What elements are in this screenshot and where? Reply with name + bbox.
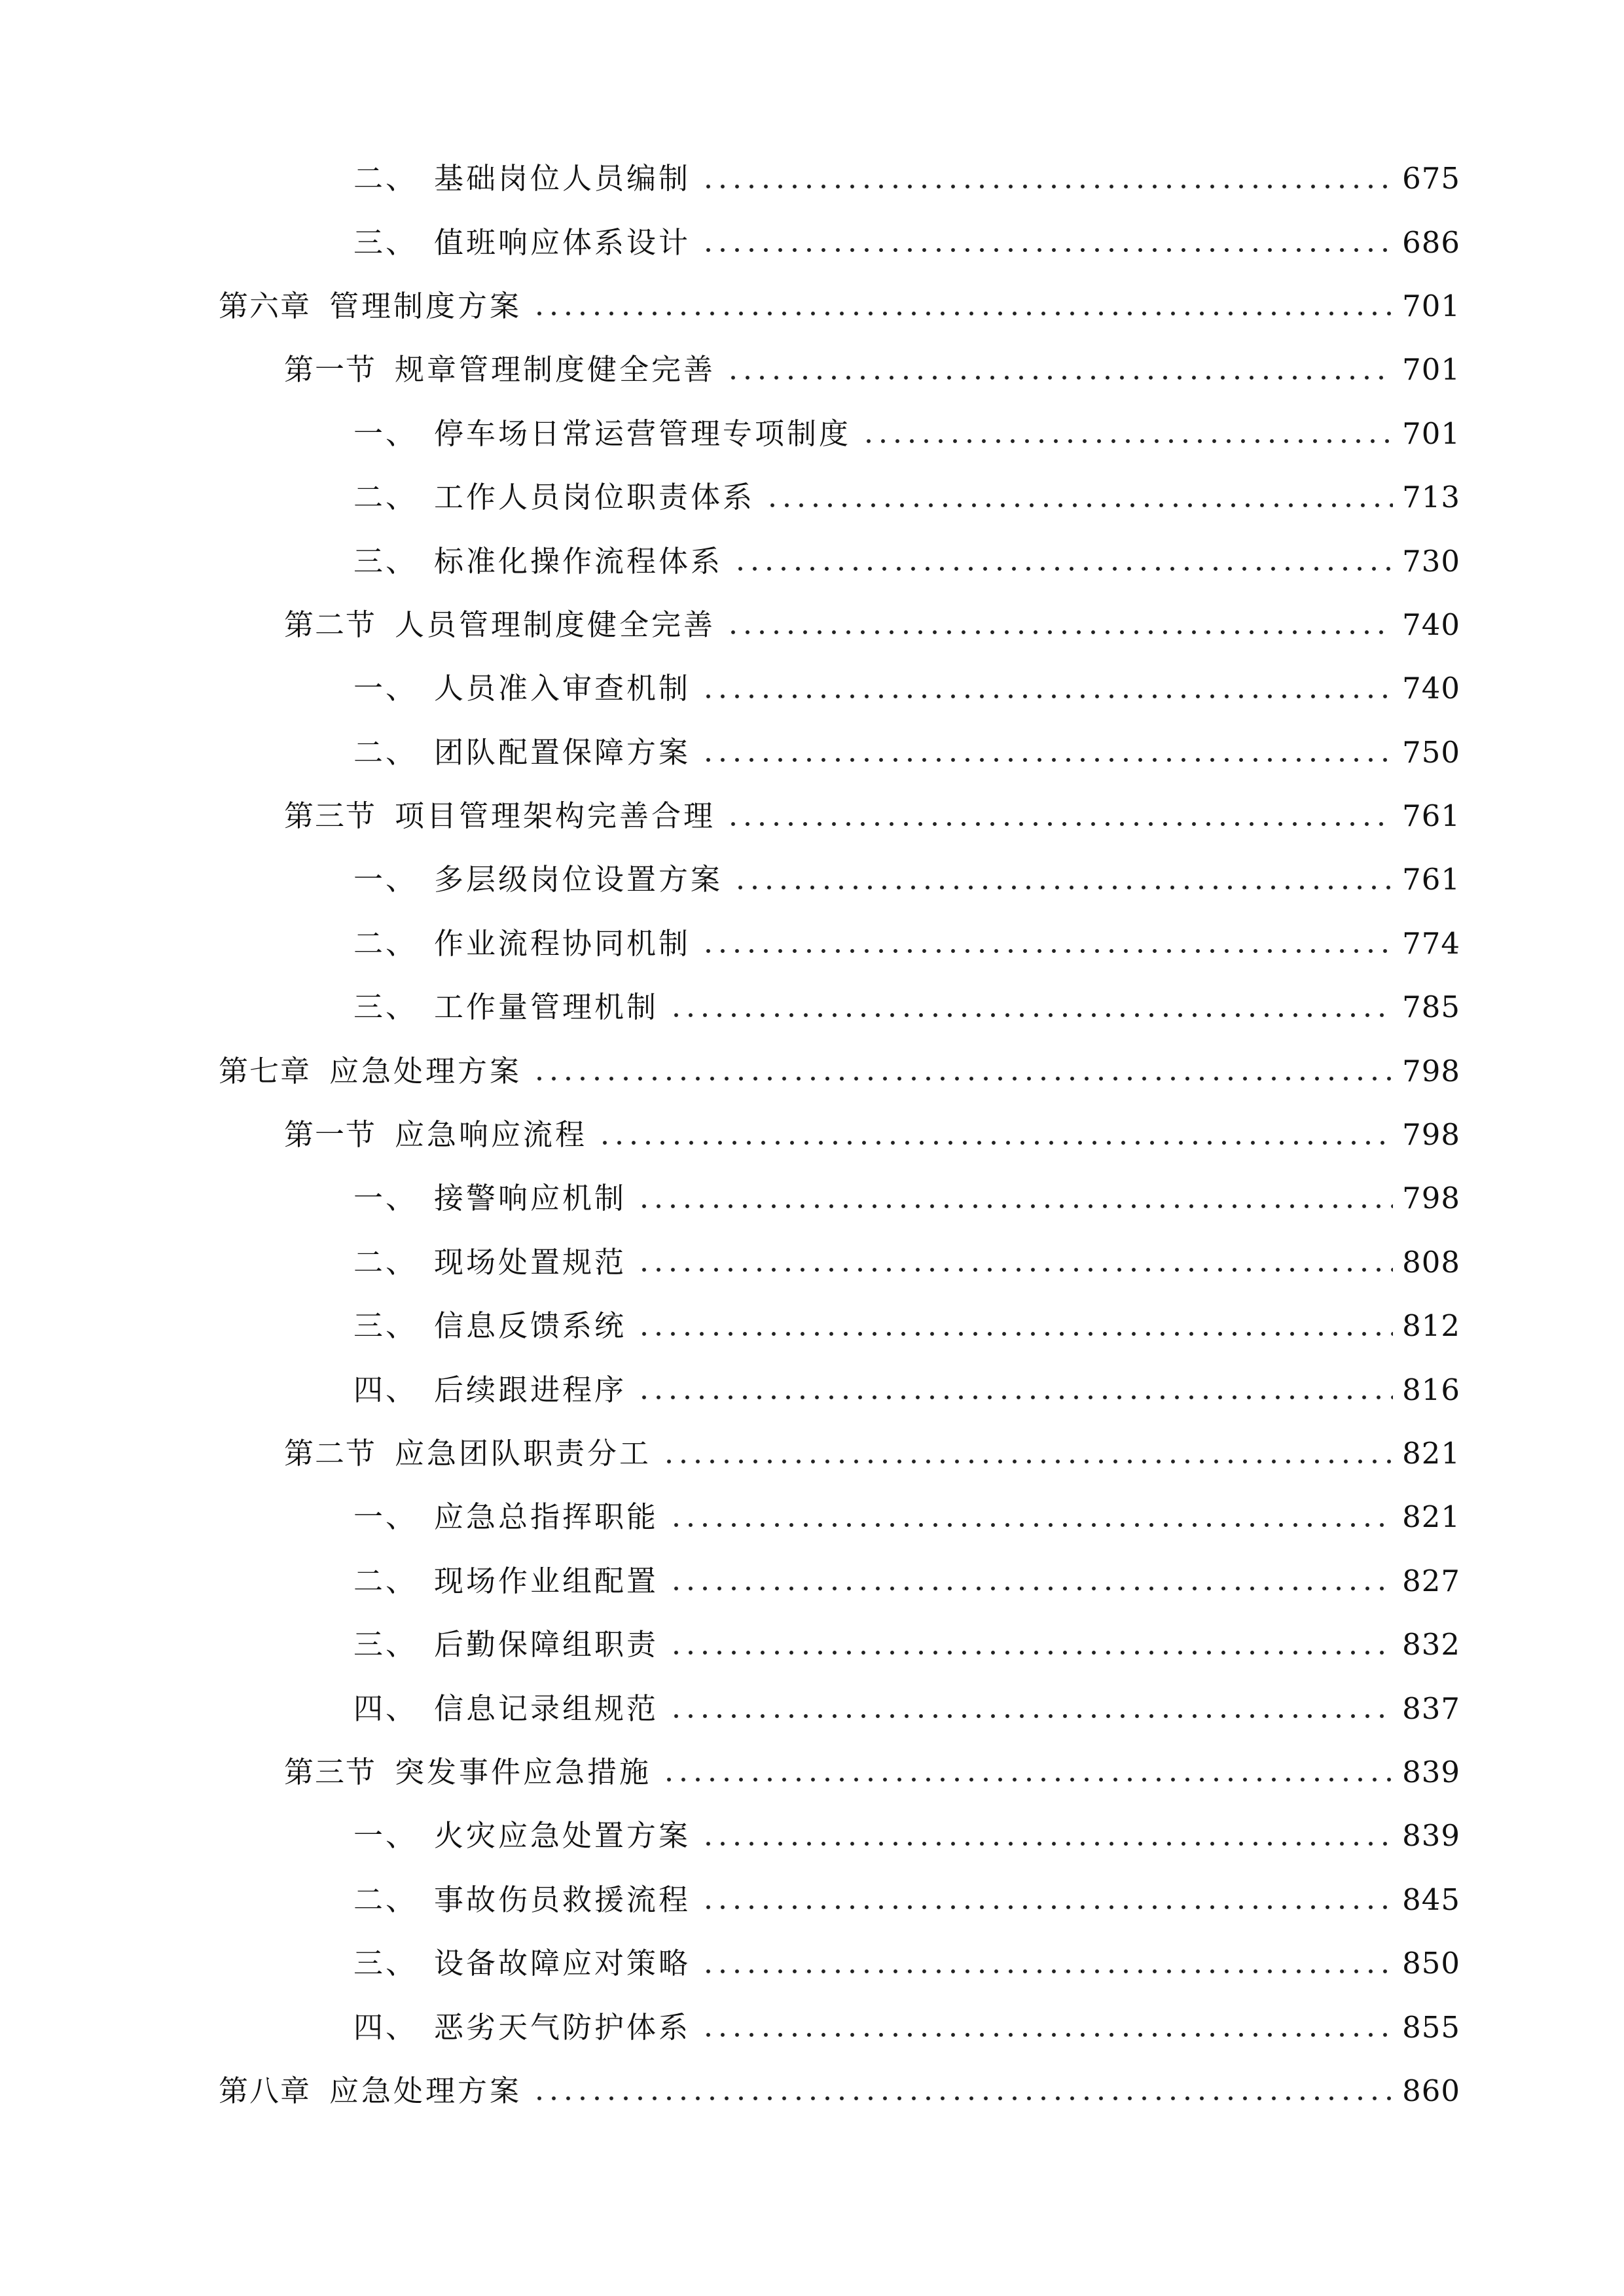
toc-item[interactable] [0, 1995, 1624, 2058]
toc-chapter-page-number: 860 [1402, 2073, 1460, 2108]
dot-leader [669, 1695, 1393, 1721]
toc-item-number: 三、 [353, 543, 418, 579]
toc-section-page-number: 740 [1402, 607, 1460, 642]
toc-item-number: 三、 [353, 1627, 418, 1662]
toc-item-title: 后续跟进程序 [434, 1372, 627, 1407]
dot-leader [701, 675, 1393, 702]
toc-item-number: 二、 [353, 161, 418, 196]
toc-item-page-number: 821 [1402, 1499, 1460, 1535]
toc-section[interactable] [0, 1740, 1624, 1804]
toc-item-title: 现场作业组配置 [434, 1563, 659, 1598]
toc-item-page-number: 701 [1402, 416, 1460, 451]
toc-item-title: 工作量管理机制 [434, 990, 659, 1025]
toc-item-page-number: 686 [1402, 224, 1460, 260]
toc-section-number: 第一节 [284, 352, 377, 387]
toc-item-title: 基础岗位人员编制 [434, 161, 691, 196]
toc-item-page-number: 832 [1402, 1627, 1460, 1662]
toc-item-number: 一、 [353, 1499, 418, 1535]
toc-item-number: 一、 [353, 671, 418, 706]
toc-section-number: 第二节 [284, 607, 377, 642]
toc-item-page-number: 761 [1402, 862, 1460, 897]
toc-item[interactable] [0, 975, 1624, 1039]
dot-leader [726, 357, 1393, 383]
dot-leader [701, 1886, 1393, 1912]
toc-item[interactable] [0, 465, 1624, 529]
toc-chapter-number: 第八章 [219, 2073, 312, 2108]
dot-leader [637, 1185, 1393, 1211]
toc-item-page-number: 798 [1402, 1181, 1460, 1216]
toc-item[interactable] [0, 1357, 1624, 1421]
toc-section-number: 第三节 [284, 798, 377, 834]
toc-item-number: 四、 [353, 2009, 418, 2045]
toc-section-number: 第一节 [284, 1117, 377, 1153]
toc-item-page-number: 855 [1402, 2009, 1460, 2045]
toc-chapter-title: 应急处理方案 [329, 1053, 522, 1088]
toc-item[interactable] [0, 147, 1624, 210]
toc-chapter[interactable] [0, 1039, 1624, 1102]
toc-item-number: 四、 [353, 1372, 418, 1407]
toc-item[interactable] [0, 656, 1624, 720]
toc-item-number: 三、 [353, 224, 418, 260]
toc-item-page-number: 808 [1402, 1244, 1460, 1280]
toc-item-number: 三、 [353, 990, 418, 1025]
toc-item-title: 信息记录组规范 [434, 1691, 659, 1726]
toc-item-number: 三、 [353, 1946, 418, 1981]
toc-section-title: 项目管理架构完善合理 [395, 798, 716, 834]
toc-item[interactable] [0, 1868, 1624, 1931]
toc-section-page-number: 798 [1402, 1117, 1460, 1153]
toc-section-page-number: 839 [1402, 1754, 1460, 1789]
toc-item-number: 一、 [353, 416, 418, 451]
toc-item-title: 团队配置保障方案 [434, 734, 691, 770]
toc-item-number: 二、 [353, 480, 418, 515]
toc-item[interactable] [0, 1931, 1624, 1995]
toc-chapter-number: 第六章 [219, 288, 312, 323]
toc-section[interactable] [0, 1103, 1624, 1166]
toc-item-page-number: 785 [1402, 990, 1460, 1025]
toc-item-number: 一、 [353, 862, 418, 897]
toc-item-page-number: 774 [1402, 925, 1460, 961]
toc-item-page-number: 816 [1402, 1372, 1460, 1407]
toc-item-page-number: 850 [1402, 1946, 1460, 1981]
toc-item[interactable] [0, 529, 1624, 592]
toc-item-number: 三、 [353, 1308, 418, 1344]
toc-item-number: 一、 [353, 1818, 418, 1854]
toc-item-title: 恶劣天气防护体系 [434, 2009, 691, 2045]
toc-chapter-title: 应急处理方案 [329, 2073, 522, 2108]
dot-leader [701, 229, 1393, 255]
toc-item[interactable] [0, 1613, 1624, 1676]
toc-section-number: 第三节 [284, 1754, 377, 1789]
toc-item[interactable] [0, 402, 1624, 465]
toc-item-page-number: 750 [1402, 734, 1460, 770]
dot-leader [861, 420, 1393, 446]
toc-section-title: 应急响应流程 [395, 1117, 588, 1153]
dot-leader [726, 611, 1393, 637]
toc-item-title: 作业流程协同机制 [434, 925, 691, 961]
toc-section[interactable] [0, 593, 1624, 656]
dot-leader [669, 1504, 1393, 1530]
toc-section-page-number: 761 [1402, 798, 1460, 834]
toc-item-title: 人员准入审查机制 [434, 671, 691, 706]
toc-item-title: 标准化操作流程体系 [434, 543, 723, 579]
dot-leader [701, 2014, 1393, 2040]
toc-section-title: 规章管理制度健全完善 [395, 352, 716, 387]
toc-section[interactable] [0, 338, 1624, 401]
dot-leader [733, 867, 1393, 893]
toc-section-page-number: 701 [1402, 352, 1460, 387]
dot-leader [637, 1313, 1393, 1339]
toc-item[interactable] [0, 1166, 1624, 1230]
dot-leader [532, 1058, 1393, 1084]
toc-section-title: 突发事件应急措施 [395, 1754, 652, 1789]
dot-leader [701, 1950, 1393, 1977]
toc-item-number: 二、 [353, 925, 418, 961]
toc-item[interactable] [0, 721, 1624, 784]
toc-section-title: 应急团队职责分工 [395, 1436, 652, 1471]
dot-leader [532, 293, 1393, 319]
toc-item-title: 后勤保障组职责 [434, 1627, 659, 1662]
dot-leader [532, 2077, 1393, 2104]
toc-item-title: 信息反馈系统 [434, 1308, 627, 1344]
toc-item-page-number: 740 [1402, 671, 1460, 706]
toc-item[interactable] [0, 1485, 1624, 1549]
toc-section[interactable] [0, 784, 1624, 848]
dot-leader [701, 166, 1393, 192]
dot-leader [701, 739, 1393, 765]
toc-item-title: 应急总指挥职能 [434, 1499, 659, 1535]
toc-item-title: 事故伤员救援流程 [434, 1882, 691, 1917]
toc-item[interactable] [0, 912, 1624, 975]
dot-leader [701, 1823, 1393, 1849]
toc-item-page-number: 845 [1402, 1882, 1460, 1917]
toc-item[interactable] [0, 1294, 1624, 1357]
dot-leader [765, 484, 1393, 511]
toc-chapter-page-number: 701 [1402, 288, 1460, 323]
toc-item-page-number: 730 [1402, 543, 1460, 579]
toc-item-number: 四、 [353, 1691, 418, 1726]
toc-item-number: 二、 [353, 1244, 418, 1280]
toc-chapter-number: 第七章 [219, 1053, 312, 1088]
toc-item-title: 停车场日常运营管理专项制度 [434, 416, 852, 451]
dot-leader [726, 803, 1393, 829]
toc-item[interactable] [0, 1676, 1624, 1740]
toc-item[interactable] [0, 1549, 1624, 1613]
toc-item-title: 工作人员岗位职责体系 [434, 480, 755, 515]
toc-section-page-number: 821 [1402, 1436, 1460, 1471]
toc-chapter-page-number: 798 [1402, 1053, 1460, 1088]
toc-item[interactable] [0, 848, 1624, 911]
dot-leader [733, 548, 1393, 574]
dot-leader [662, 1759, 1393, 1785]
dot-leader [669, 1632, 1393, 1658]
toc-chapter-title: 管理制度方案 [329, 288, 522, 323]
toc-item-title: 接警响应机制 [434, 1181, 627, 1216]
toc-item-number: 二、 [353, 1563, 418, 1598]
toc-item-title: 现场处置规范 [434, 1244, 627, 1280]
toc-item[interactable] [0, 1230, 1624, 1294]
toc-item-title: 设备故障应对策略 [434, 1946, 691, 1981]
dot-leader [637, 1376, 1393, 1403]
toc-item-page-number: 837 [1402, 1691, 1460, 1726]
toc-section-title: 人员管理制度健全完善 [395, 607, 716, 642]
toc-section-number: 第二节 [284, 1436, 377, 1471]
toc-chapter[interactable] [0, 274, 1624, 338]
table-of-contents [0, 147, 1624, 2123]
dot-leader [701, 930, 1393, 956]
toc-item-title: 多层级岗位设置方案 [434, 862, 723, 897]
dot-leader [669, 994, 1393, 1020]
toc-item[interactable] [0, 210, 1624, 274]
toc-item-number: 二、 [353, 734, 418, 770]
dot-leader [669, 1568, 1393, 1594]
toc-item-title: 火灾应急处置方案 [434, 1818, 691, 1854]
toc-item-number: 一、 [353, 1181, 418, 1216]
toc-item-page-number: 839 [1402, 1818, 1460, 1854]
toc-item-page-number: 675 [1402, 161, 1460, 196]
toc-item-page-number: 812 [1402, 1308, 1460, 1344]
toc-item-page-number: 713 [1402, 480, 1460, 515]
dot-leader [637, 1249, 1393, 1275]
dot-leader [598, 1122, 1393, 1148]
toc-item[interactable] [0, 1804, 1624, 1867]
toc-section[interactable] [0, 1422, 1624, 1485]
dot-leader [662, 1441, 1393, 1467]
toc-item-page-number: 827 [1402, 1563, 1460, 1598]
toc-item-title: 值班响应体系设计 [434, 224, 691, 260]
toc-chapter[interactable] [0, 2059, 1624, 2123]
toc-item-number: 二、 [353, 1882, 418, 1917]
